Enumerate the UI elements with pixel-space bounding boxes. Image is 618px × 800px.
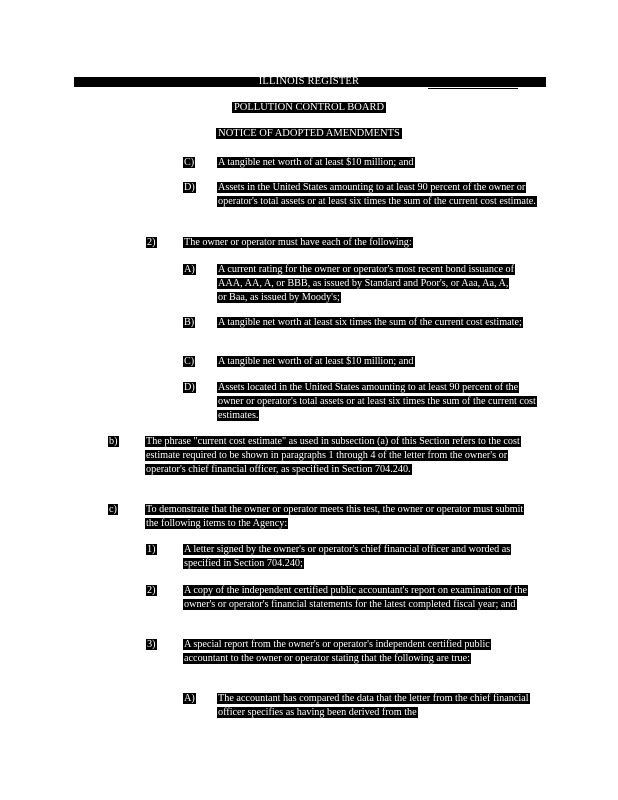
item-text: A tangible net worth at least six times the sum of the current cost estimate; bbox=[218, 317, 522, 328]
board-title: POLLUTION CONTROL BOARD bbox=[233, 102, 385, 113]
item-text: A special report from the owner's or operator's independent certified public accountant to the owner or operator stating that the following are true: bbox=[184, 639, 490, 664]
item-label: A) bbox=[184, 264, 195, 275]
item-text: A copy of the independent certified public accountant's report on examination of the owner's or operator's financial statements for the latest completed fiscal year; and bbox=[184, 585, 528, 610]
item-text: A tangible net worth of at least $10 million; and bbox=[218, 356, 414, 367]
item-label: D) bbox=[184, 382, 195, 393]
item-label: C) bbox=[184, 356, 195, 367]
header-rule bbox=[428, 88, 518, 89]
item-label: 2) bbox=[147, 237, 156, 248]
item-text: Assets in the United States amounting to at least 90 percent of the owner or operator's total assets or at least six times the sum of the current cost estimate. bbox=[218, 182, 536, 207]
item-label: B) bbox=[184, 317, 195, 328]
item-label: 2) bbox=[147, 585, 156, 596]
register-title: ILLINOIS REGISTER bbox=[258, 76, 360, 87]
item-text: The owner or operator must have each of the following: bbox=[184, 237, 412, 248]
item-label: 1) bbox=[147, 544, 156, 555]
item-text: The phrase "current cost estimate" as used in subsection (a) of this Section refers to the cost estimate required to be shown in paragraphs 1 through 4 of the letter from the owner's or operator's chief financial officer, as specified in Section 704.240. bbox=[146, 436, 520, 475]
item-label: c) bbox=[109, 504, 117, 515]
item-text: Assets located in the United States amounting to at least 90 percent of the owner or operator's total assets or at least six times the sum of the current cost estimates. bbox=[218, 382, 536, 421]
item-label: 3) bbox=[147, 639, 156, 650]
notice-title: NOTICE OF ADOPTED AMENDMENTS bbox=[218, 128, 400, 139]
item-text: A letter signed by the owner's or operator's chief financial officer and worded as specified in Section 704.240; bbox=[184, 544, 511, 569]
item-text: A tangible net worth of at least $10 million; and bbox=[218, 157, 414, 168]
item-label: D) bbox=[184, 182, 195, 193]
item-text: A current rating for the owner or operator's most recent bond issuance of AAA, AA, A, or BBB, as issued by Standard and Poor's, or Aaa, Aa, A, or Baa, as issued by Moody's; bbox=[218, 264, 515, 303]
item-label: C) bbox=[184, 157, 195, 168]
item-text: The accountant has compared the data that the letter from the chief financial officer specifies as having been derived from the bbox=[218, 693, 529, 718]
item-label: b) bbox=[109, 436, 118, 447]
item-label: A) bbox=[184, 693, 195, 704]
item-text: To demonstrate that the owner or operator meets this test, the owner or operator must submit the following items to the Agency: bbox=[146, 504, 524, 529]
